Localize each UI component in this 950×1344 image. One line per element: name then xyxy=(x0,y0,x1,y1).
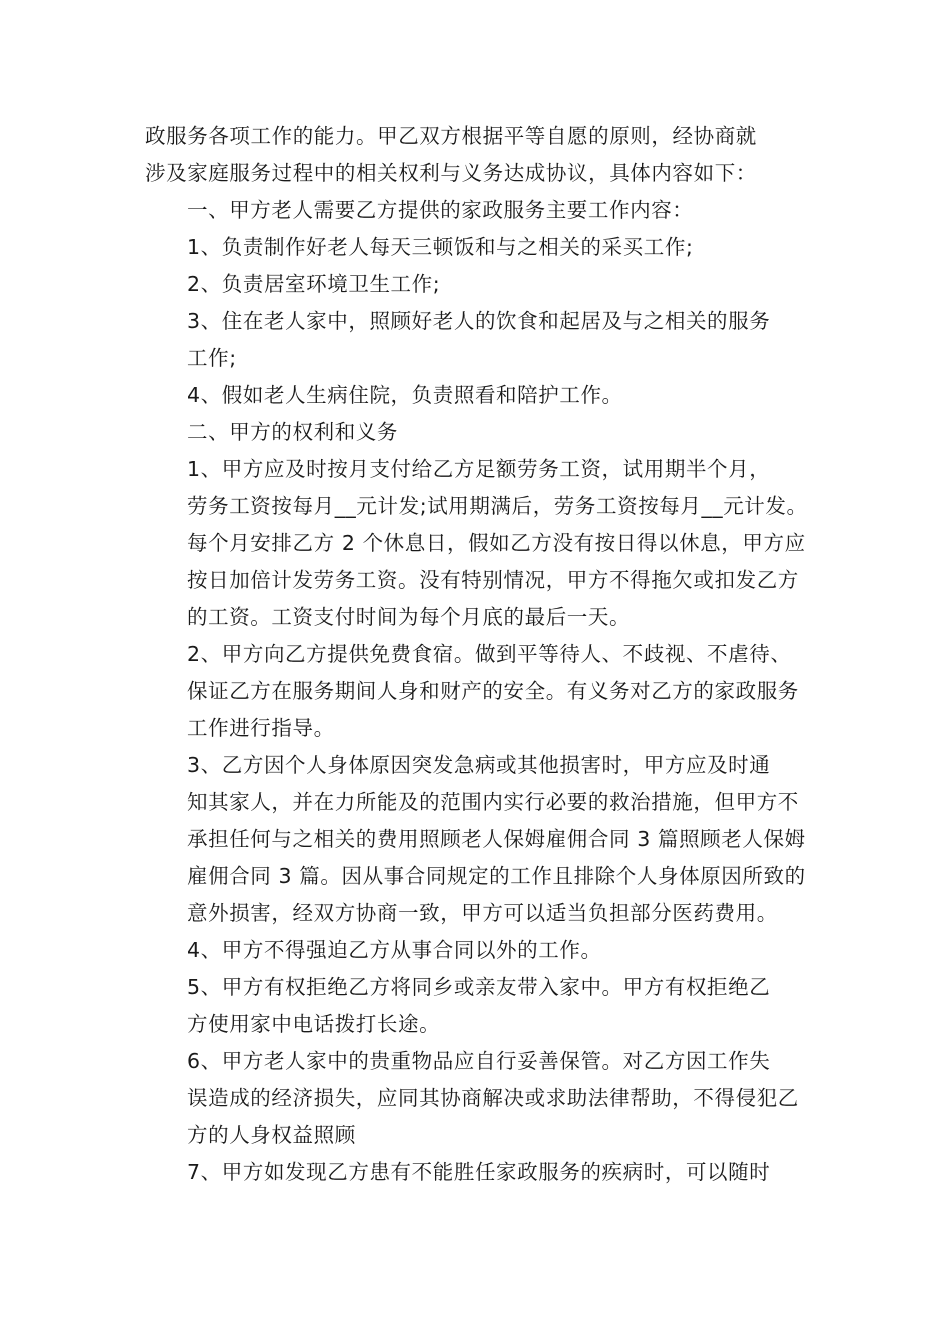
text-line: 雇佣合同 3 篇。因从事合同规定的工作且排除个人身体原因所致的 xyxy=(187,864,806,888)
paragraph xyxy=(145,636,810,747)
document-body xyxy=(145,118,810,1191)
paragraph xyxy=(145,747,810,932)
text-line: 1、负责制作好老人每天三顿饭和与之相关的采买工作; xyxy=(187,235,694,259)
text-line: 4、甲方不得强迫乙方从事合同以外的工作。 xyxy=(187,938,602,962)
text-line: 承担任何与之相关的费用照顾老人保姆雇佣合同 3 篇照顾老人保姆 xyxy=(187,827,806,851)
text-line: 6、甲方老人家中的贵重物品应自行妥善保管。对乙方因工作失 xyxy=(187,1049,771,1073)
paragraph xyxy=(145,451,810,636)
text-line: 保证乙方在服务期间人身和财产的安全。有义务对乙方的家政服务 xyxy=(187,679,799,703)
text-line: 7、甲方如发现乙方患有不能胜任家政服务的疾病时，可以随时 xyxy=(187,1160,771,1184)
text-line: 误造成的经济损失，应同其协商解决或求助法律帮助，不得侵犯乙 xyxy=(187,1086,799,1110)
text-line: 工作; xyxy=(187,346,237,370)
text-line: 2、甲方向乙方提供免费食宿。做到平等待人、不歧视、不虐待、 xyxy=(187,642,792,666)
text-line: 按日加倍计发劳务工资。没有特别情况，甲方不得拖欠或扣发乙方 xyxy=(187,568,799,592)
text-line: 3、乙方因个人身体原因突发急病或其他损害时，甲方应及时通 xyxy=(187,753,771,777)
text-line: 意外损害，经双方协商一致，甲方可以适当负担部分医药费用。 xyxy=(187,901,778,925)
text-line: 2、负责居室环境卫生工作; xyxy=(187,272,441,296)
text-line: 3、住在老人家中，照顾好老人的饮食和起居及与之相关的服务 xyxy=(187,309,771,333)
text-line: 方的人身权益照顾 xyxy=(187,1123,356,1147)
text-line: 二、甲方的权利和义务 xyxy=(187,420,398,444)
paragraph xyxy=(145,266,810,303)
paragraph xyxy=(145,1154,810,1191)
text-line: 工作进行指导。 xyxy=(187,716,335,740)
paragraph xyxy=(145,969,810,1043)
paragraph xyxy=(145,303,810,377)
text-line: 1、甲方应及时按月支付给乙方足额劳务工资，试用期半个月， xyxy=(187,457,771,481)
paragraph xyxy=(145,118,810,192)
text-line: 政服务各项工作的能力。甲乙双方根据平等自愿的原则，经协商就 xyxy=(145,124,757,148)
text-line: 5、甲方有权拒绝乙方将同乡或亲友带入家中。甲方有权拒绝乙 xyxy=(187,975,771,999)
paragraph xyxy=(145,932,810,969)
text-line: 的工资。工资支付时间为每个月底的最后一天。 xyxy=(187,605,631,629)
paragraph xyxy=(145,1043,810,1154)
paragraph xyxy=(145,229,810,266)
text-line: 劳务工资按每月__元计发;试用期满后，劳务工资按每月__元计发。 xyxy=(187,494,808,518)
text-line: 一、甲方老人需要乙方提供的家政服务主要工作内容： xyxy=(187,198,694,222)
text-line: 涉及家庭服务过程中的相关权利与义务达成协议，具体内容如下： xyxy=(145,161,757,185)
text-line: 4、假如老人生病住院，负责照看和陪护工作。 xyxy=(187,383,623,407)
paragraph xyxy=(145,414,810,451)
paragraph xyxy=(145,192,810,229)
text-line: 知其家人，并在力所能及的范围内实行必要的救治措施，但甲方不 xyxy=(187,790,799,814)
paragraph xyxy=(145,377,810,414)
text-line: 每个月安排乙方 2 个休息日，假如乙方没有按日得以休息，甲方应 xyxy=(187,531,806,555)
text-line: 方使用家中电话拨打长途。 xyxy=(187,1012,441,1036)
